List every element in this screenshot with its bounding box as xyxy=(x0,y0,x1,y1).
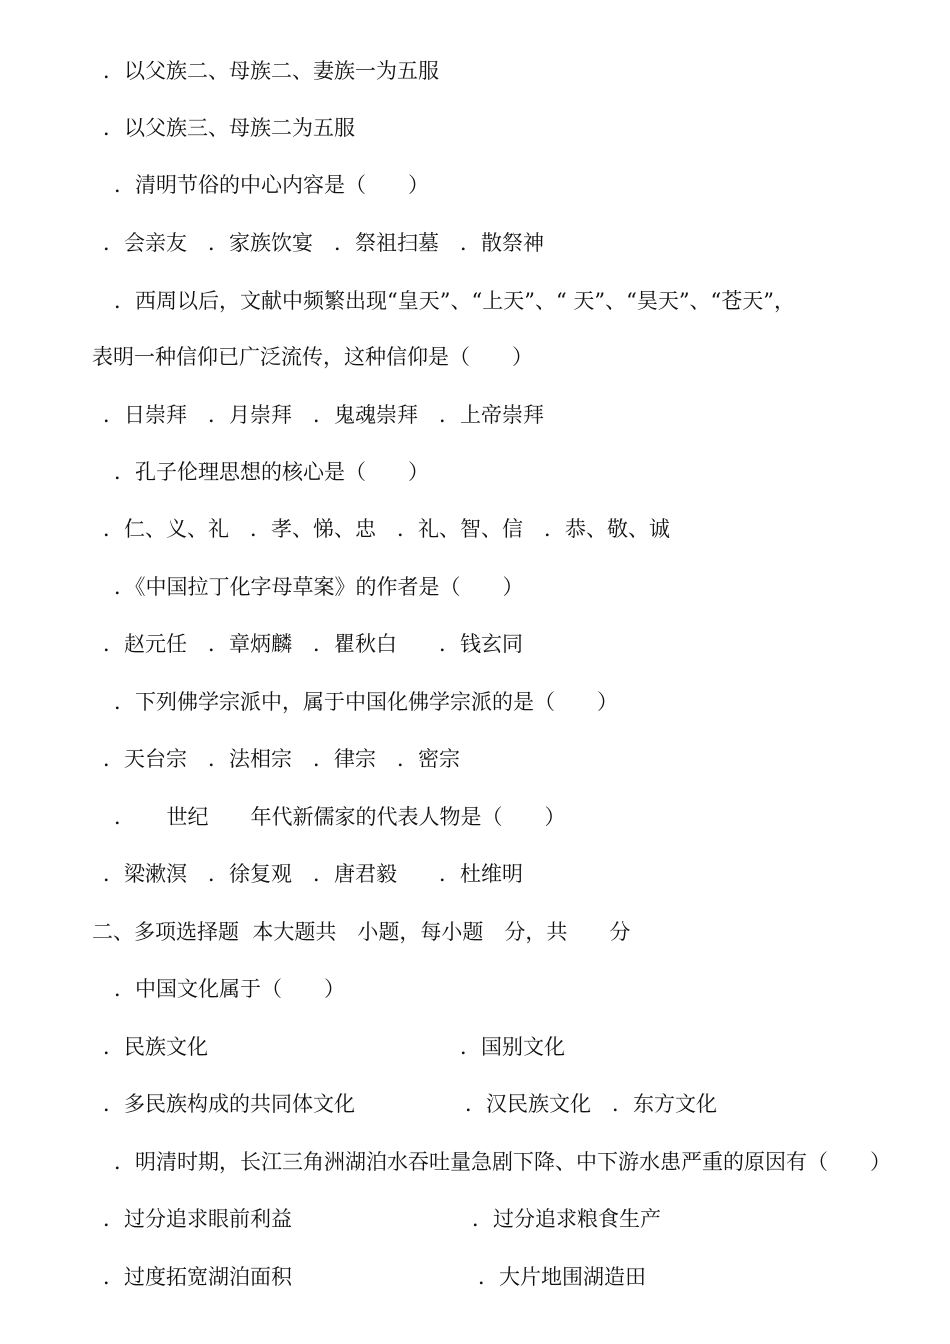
option-line: ．赵元任 ．章炳麟 ．瞿秋白 ．钱玄同 xyxy=(103,632,523,656)
option-line: ．大片地围湖造田 xyxy=(478,1265,646,1289)
option-line: ．日崇拜 ．月崇拜 ．鬼魂崇拜 ．上帝崇拜 xyxy=(103,403,544,427)
option-line: ．以父族三、母族二为五服 xyxy=(103,116,355,140)
option-line: ．过分追求粮食生产 xyxy=(472,1207,661,1231)
option-line: ．仁、义、礼 ．孝、悌、忠 ．礼、智、信 ．恭、敬、诚 xyxy=(103,517,670,541)
option-line: ．天台宗 ．法相宗 ．律宗 ．密宗 xyxy=(103,747,460,771)
option-line: ．梁漱溟 ．徐复观 ．唐君毅 ．杜维明 xyxy=(103,862,523,886)
question-line: ．清明节俗的中心内容是（ ） xyxy=(114,173,429,197)
option-line: ．会亲友 ．家族饮宴 ．祭祖扫墓 ．散祭神 xyxy=(103,231,544,255)
question-line: ．中国文化属于（ ） xyxy=(114,977,345,1001)
option-line: ．民族文化 xyxy=(103,1035,208,1059)
question-line: ．孔子伦理思想的核心是（ ） xyxy=(114,460,429,484)
question-line: ．下列佛学宗派中，属于中国化佛学宗派的是（ ） xyxy=(114,690,618,714)
option-line: ．多民族构成的共同体文化 xyxy=(103,1092,355,1116)
option-line: ．过度拓宽湖泊面积 xyxy=(103,1265,292,1289)
option-line: ．国别文化 xyxy=(460,1035,565,1059)
option-line: ．过分追求眼前利益 xyxy=(103,1207,292,1231)
question-line: ． 世纪 年代新儒家的代表人物是（ ） xyxy=(114,805,566,829)
option-line: ．汉民族文化 ．东方文化 xyxy=(465,1092,717,1116)
section-heading: 二、多项选择题 本大题共 小题，每小题 分，共 分 xyxy=(92,920,631,944)
question-line: ．明清时期，长江三角洲湖泊水吞吐量急剧下降、中下游水患严重的原因有（ ） xyxy=(114,1150,891,1174)
question-line: ．西周以后，文献中频繁出现“皇天”、“上天”、“ 天”、“昊天”、“苍天”， xyxy=(114,289,796,313)
question-line: ．《中国拉丁化字母草案》的作者是（ ） xyxy=(114,575,524,599)
option-line: ．以父族二、母族二、妻族一为五服 xyxy=(103,59,439,83)
question-line-continued: 表明一种信仰已广泛流传，这种信仰是（ ） xyxy=(92,345,533,369)
